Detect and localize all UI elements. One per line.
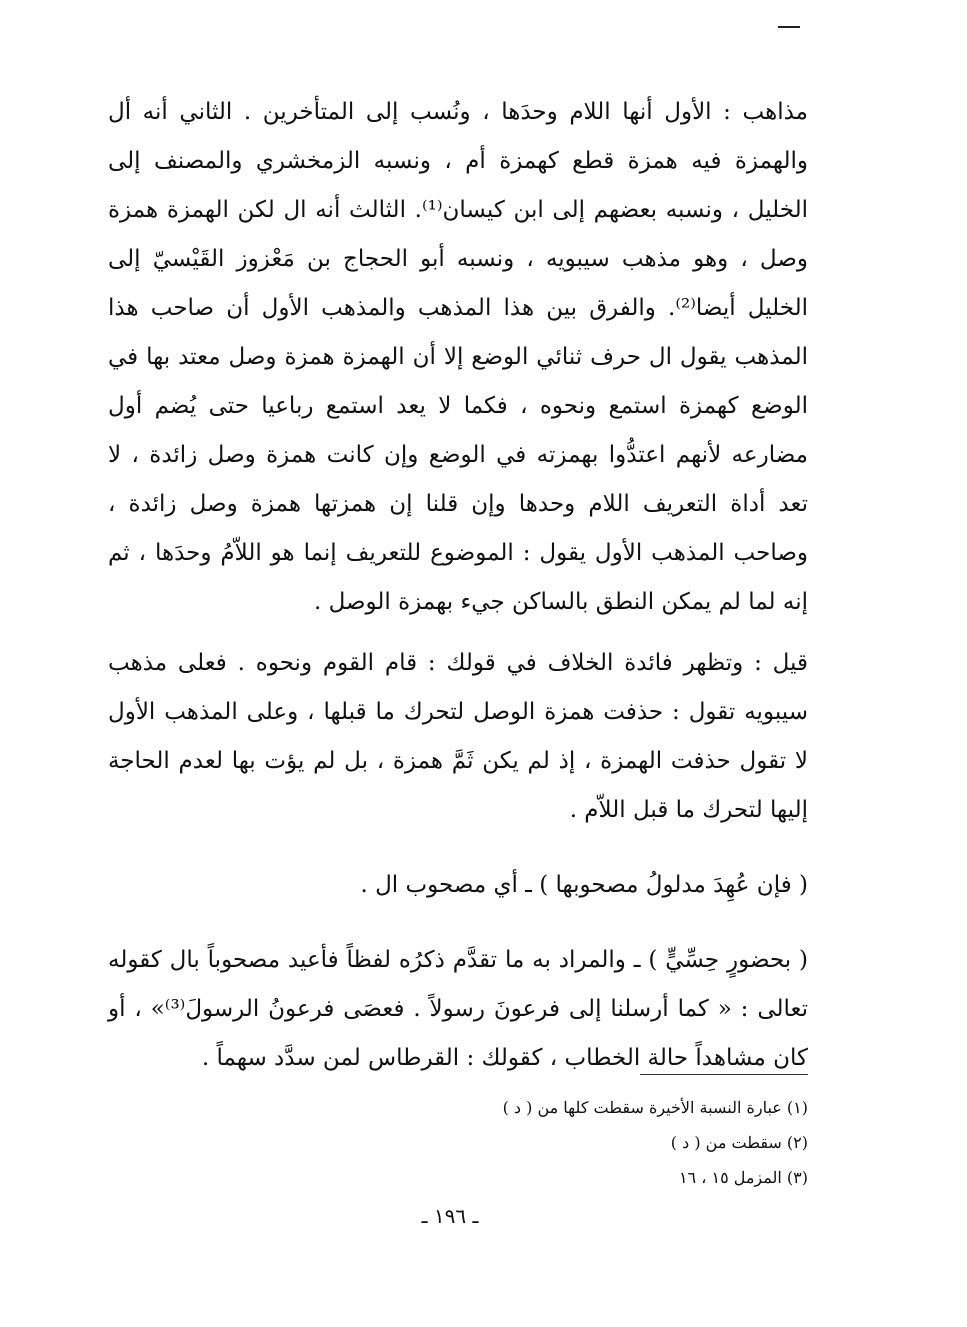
page-number: ـ ١٩٦ ـ [421, 1204, 479, 1228]
footnote-divider [640, 1074, 808, 1075]
footnote-2: (٢) سقطت من ( د ) [670, 1133, 808, 1152]
footnote-3: (٣) المزمل ١٥ ، ١٦ [678, 1168, 808, 1187]
main-text [108, 88, 808, 1083]
paragraph-1: مذاهب : الأول أنها اللام وحدَها ، ونُسب إلى المتأخرين . الثاني أنه أل والهمزة فيه همزة قطع كهمزة أم ، ونسبه الزمخشري والمصنف إلى الخليل ، ونسبه بعضهم إلى ابن كيسان⁽¹⁾. الثالث أنه ال لكن الهمزة همزة وصل ، وهو مذهب سيبويه ، ونسبه أبو الحجاج بن مَعْزوز القَيْسيّ إلى الخليل أيضا⁽²⁾. والفرق بين هذا المذهب والمذهب الأول أن صاحب هذا المذهب يقول ال حرف ثنائي الوضع إلا أن الهمزة همزة وصل معتد بها في الوضع كهمزة استمع ونحوه ، فكما لا يعد استمع رباعيا حتى يُضم أول مضارعه لأنهم اعتدُّوا بهمزته في الوضع وإن كانت همزة وصل زائدة ، لا تعد أداة التعريف اللام وحدها وإن قلنا إن همزتها همزة وصل زائدة ، وصاحب المذهب الأول يقول : الموضوع للتعريف إنما هو اللاّمُ وحدَها ، ثم إنه لما لم يمكن النطق بالساكن جيء بهمزة الوصل . [108, 99, 808, 615]
footnotes [380, 1090, 808, 1195]
paragraph-4: ( بحضورٍ حِسِّيٍّ ) ـ والمراد به ما تقدَّم ذكرُه لفظاً فأعيد مصحوباً بال كقوله تعالى : « كما أرسلنا إلى فرعونَ رسولاً . فعصَى فرعونُ الرسولَ⁽³⁾» ، أو كان مشاهداً حالة الخطاب ، كقولك : القرطاس لمن سدَّد سهماً . [108, 947, 809, 1071]
paragraph-2: قيل : وتظهر فائدة الخلاف في قولك : قام القوم ونحوه . فعلى مذهب سيبويه تقول : حذفت همزة الوصل لتحرك ما قبلها ، وعلى المذهب الأول لا تقول حذفت الهمزة ، إذ لم يكن ثَمَّ همزة ، بل لم يؤت بها لعدم الحاجة إليها لتحرك ما قبل اللاّم . [108, 650, 808, 823]
footnote-1: (١) عبارة النسبة الأخيرة سقطت كلها من ( د ) [502, 1098, 808, 1117]
top-mark [778, 26, 800, 28]
paragraph-3: ( فإن عُهِدَ مدلولُ مصحوبها ) ـ أي مصحوب ال . [360, 872, 808, 898]
